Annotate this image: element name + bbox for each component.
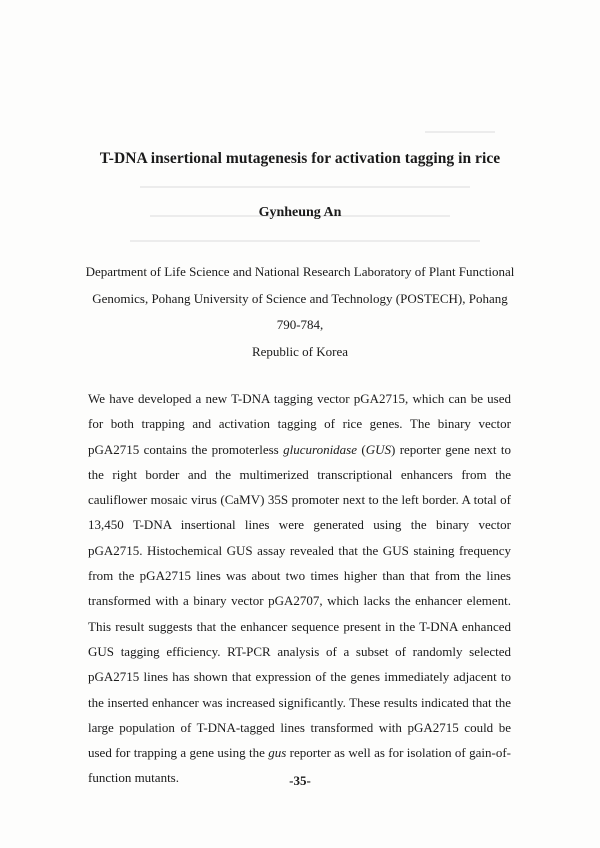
paper-title: T-DNA insertional mutagenesis for activation tagging in rice — [99, 150, 501, 167]
author-affiliation — [80, 259, 520, 365]
gene-abbrev-italic: GUS — [365, 441, 391, 457]
affiliation-line: Genomics, Pohang University of Science and Technology (POSTECH), Pohang 790-784, — [92, 290, 508, 332]
gene-name-italic: glucuronidase — [283, 441, 358, 457]
abstract-text: We have developed a new T-DNA tagging vector pGA2715, which can be used for both trapping and activation tagging of rice genes. The binary vector pGA2715 contains the promoterless — [88, 391, 511, 457]
show-through-mark — [130, 240, 480, 242]
abstract-paragraph — [88, 386, 511, 791]
affiliation-line: Republic of Korea — [251, 343, 349, 359]
abstract-text: reporter as well as for isolation of gain-of-function mutants. — [88, 745, 511, 786]
page-number: -35- — [289, 773, 311, 788]
show-through-mark — [140, 186, 470, 188]
gene-abbrev-italic: gus — [268, 745, 287, 761]
show-through-mark — [425, 131, 495, 133]
abstract-text: ) reporter gene next to the right border and the multimerized transcriptional enhancers from the cauliflower mosaic virus (CaMV) 35S promoter next to the left border. A total of 13,450 T-DNA insertional lines were generated using the binary vector pGA2715. Histochemical GUS assay revealed that the GUS staining frequency from the pGA2715 lines was about two times higher than that from the lines transformed with a binary vector pGA2707, which lacks the enhancer element. This result suggests that the enhancer sequence present in the T-DNA enhanced GUS tagging efficiency. RT-PCR analysis of a subset of randomly selected pGA2715 lines has shown that expression of the genes immediately adjacent to the inserted enhancer was increased significantly. These results indicated that the large population of T-DNA-tagged lines transformed with pGA2715 could be used for trapping a gene using the — [88, 441, 511, 761]
affiliation-line: Department of Life Science and National Research Laboratory of Plant Functional — [85, 264, 515, 279]
abstract-body — [88, 386, 511, 791]
abstract-text: ( — [357, 441, 366, 457]
author-name: Gynheung An — [258, 205, 342, 220]
